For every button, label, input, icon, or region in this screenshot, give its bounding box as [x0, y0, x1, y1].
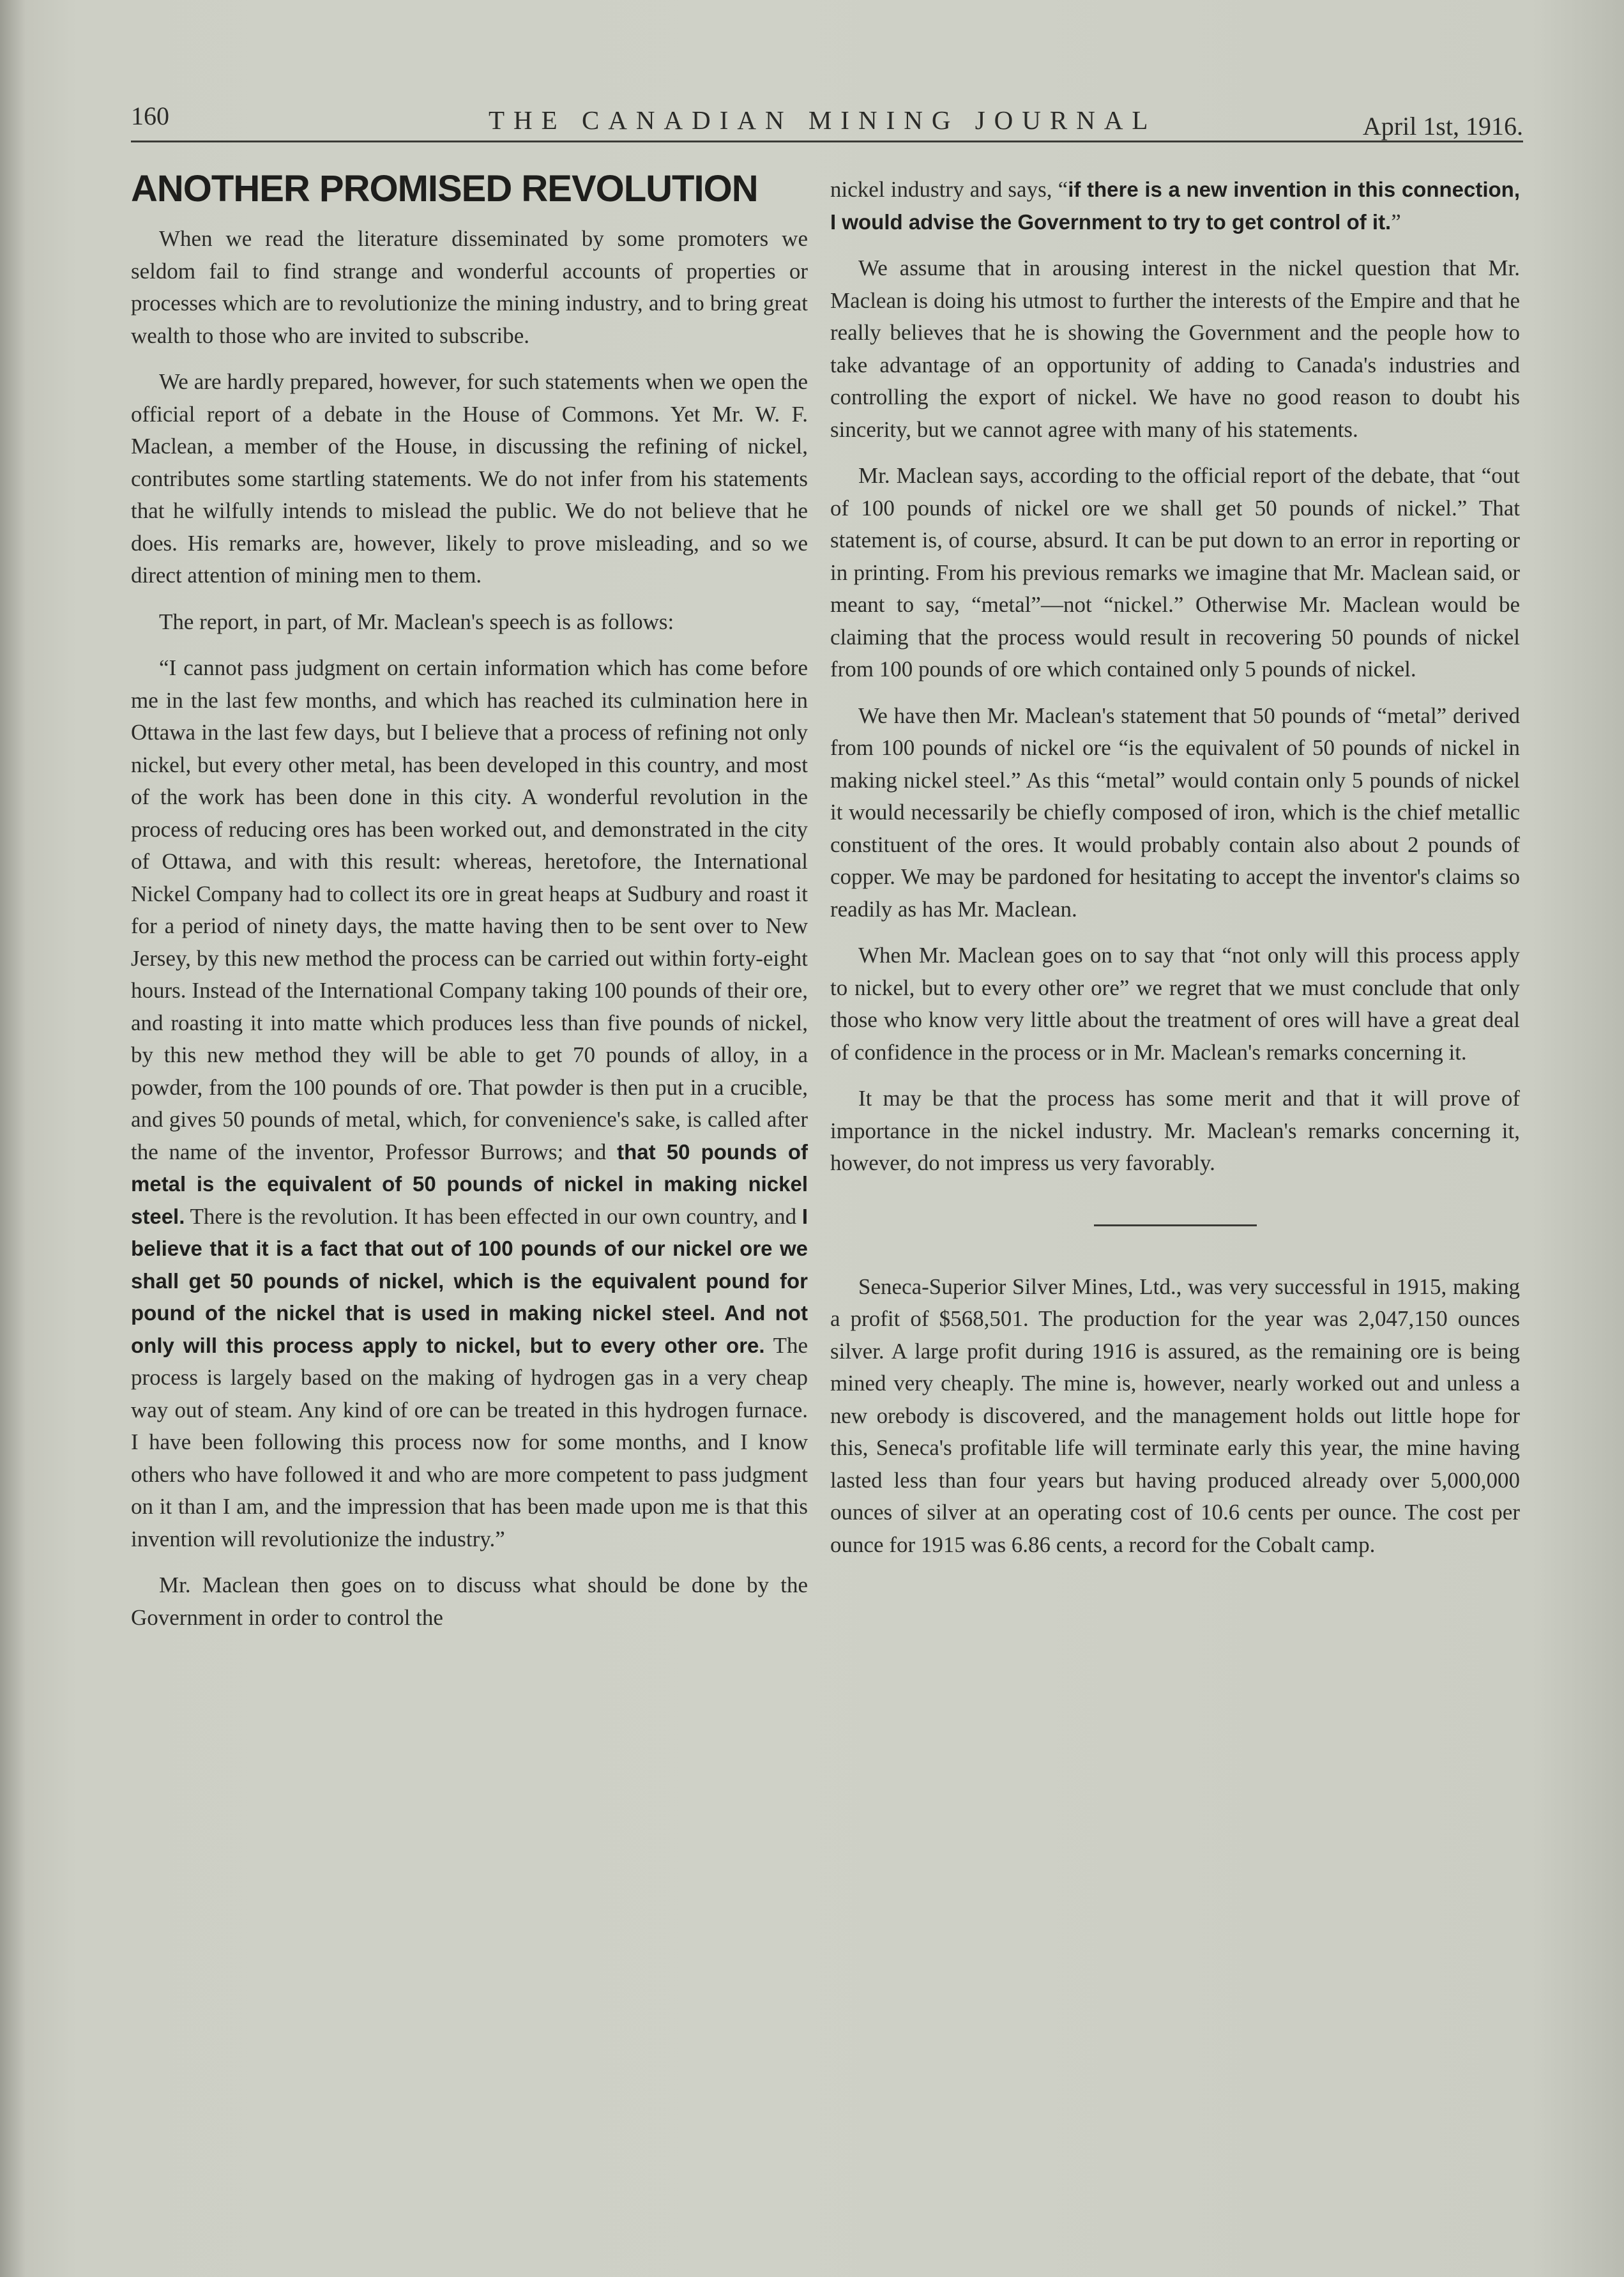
quote-emphasis: if there is a new invention in this connection, I would advise the Government to try to get control of it. — [830, 178, 1520, 234]
section-divider — [1094, 1224, 1257, 1226]
article-paragraph: The report, in part, of Mr. Maclean's speech is as follows: — [159, 609, 674, 634]
page-header — [131, 96, 1523, 142]
article-paragraph: When we read the literature disseminated by some promoters we seldom fail to find strange and wonderful accounts of properties or processes which are to revolutionize the mining industry, and to bring great wealth to those who are invited to subscribe. — [131, 226, 808, 348]
issue-date: April 1st, 1916. — [1362, 112, 1523, 141]
quote-text: “I cannot pass judgment on certain information which has come before me in the last few months, and which has reached its culmination here in Ottawa in the last few days, but I believe that a process of refining not only nickel, but every other metal, has been developed in this country, and most of the work has been done in this city. A wonderful revolution in the process of reducing ores has been worked out, and demonstrated in the city of Ottawa, and with this result: whereas, heretofore, the International Nickel Company had to collect its ore in great heaps at Sudbury and roast it for a period of ninety days, the matte having then to be sent over to New Jersey, by this new method the process can be carried out within forty-eight hours. Instead of the International Company taking 100 pounds of their ore, and roasting it into matte which produces less than five pounds of nickel, by this new method they will be able to get 70 pounds of alloy, in a powder, from the 100 pounds of ore. That powder is then put in a crucible, and gives 50 pounds of metal, which, for convenience's sake, is called after the name of the inventor, Professor Burrows; and — [131, 655, 808, 1164]
quote-emphasis: I believe that it is a fact that out of 100 pounds of our nickel ore we shall get 50 pounds of nickel, which is the equivalent pound for pound of the nickel that is used in making nickel steel. And not only will this process apply to nickel, but to every other ore. — [131, 1204, 808, 1357]
quote-text: There is the revolution. It has been effected in our own country, and — [185, 1203, 802, 1229]
article-paragraph: We have then Mr. Maclean's statement that 50 pounds of “metal” derived from 100 pounds of nickel ore “is the equivalent of 50 pounds of nickel in making nickel steel.” As this “metal” would contain only 5 pounds of nickel it would necessarily be chiefly composed of iron, which is the chief metallic constituent of the ores. It would probably contain also about 2 pounds of copper. We may be pardoned for hesitating to accept the inventor's claims so readily as has Mr. Maclean. — [830, 703, 1520, 922]
article-paragraph: Mr. Maclean says, according to the official report of the debate, that “out of 100 pounds of nickel ore we shall get 50 pounds of nickel.” That statement is, of course, absurd. It can be put down to an error in reporting or in printing. From his previous remarks we imagine that Mr. Maclean said, or meant to say, “metal”—not “nickel.” Otherwise Mr. Maclean would be claiming that the process would result in recovering 50 pounds of nickel from 100 pounds of ore which contained only 5 pounds of nickel. — [830, 463, 1520, 682]
paragraph-text: nickel industry and says, “ — [830, 177, 1068, 202]
left-column — [131, 167, 808, 1648]
quote-emphasis: that 50 pounds of metal is the equivalent of 50 pounds of nickel in making nickel steel. — [131, 1139, 808, 1228]
article-paragraph: We assume that in arousing interest in the nickel question that Mr. Maclean is doing his utmost to further the interests of the Empire and that he really believes that he is showing the Government and the people how to take advantage of an opportunity of adding to Canada's industries and controlling the export of nickel. We have no good reason to doubt his sincerity, but we cannot agree with many of his statements. — [830, 255, 1520, 442]
page-number: 160 — [131, 102, 169, 130]
article-paragraph: When Mr. Maclean goes on to say that “not only will this process apply to nickel, but to every other ore” we regret that we must conclude that only those who know very little about the treatment of ores will have a great deal of confidence in the process or in Mr. Maclean's remarks concerning it. — [830, 943, 1520, 1065]
article-paragraph: We are hardly prepared, however, for such statements when we open the official report of a debate in the House of Commons. Yet Mr. W. F. Maclean, a member of the House, in discussing the refining of nickel, contributes some startling statements. We do not infer from his statements that he wilfully intends to mislead the public. We do not believe that he does. His remarks are, however, likely to prove misleading, and so we direct attention of mining men to them. — [131, 369, 808, 588]
news-item: Seneca-Superior Silver Mines, Ltd., was very successful in 1915, making a profit of $568,501. The production for the year was 2,047,150 ounces silver. A large profit during 1916 is assured, as the remaining ore is being mined very cheaply. The mine is, however, nearly worked out and unless a new orebody is discovered, and the management holds out little hope for this, Seneca's profitable life will terminate early this year, the mine having lasted less than four years but having produced already over 5,000,000 ounces of silver at an operating cost of 10.6 cents per ounce. The cost per ounce for 1915 was 6.86 cents, a record for the Cobalt camp. — [830, 1274, 1520, 1557]
paragraph-text: ” — [1391, 209, 1401, 234]
journal-title: THE CANADIAN MINING JOURNAL — [489, 105, 1157, 135]
article-paragraph-continued — [830, 174, 1520, 238]
speech-quote — [131, 652, 808, 1555]
article-paragraph: It may be that the process has some merit and that it will prove of importance in the nickel industry. Mr. Maclean's remarks concerning it, however, do not impress us very favorably. — [830, 1086, 1520, 1175]
article-paragraph: Mr. Maclean then goes on to discuss what should be done by the Government in order to control the — [131, 1573, 808, 1630]
quote-text: The process is largely based on the making of hydrogen gas in a very cheap way out of steam. Any kind of ore can be treated in this hydrogen furnace. I have been following this process now for some months, and I know others who have followed it and who are more competent to pass judgment on it than I am, and the impression that has been made upon me is that this invention will revolutionize the industry.” — [131, 1332, 808, 1551]
right-column — [830, 174, 1520, 1575]
article-headline: ANOTHER PROMISED REVOLUTION — [131, 168, 758, 209]
